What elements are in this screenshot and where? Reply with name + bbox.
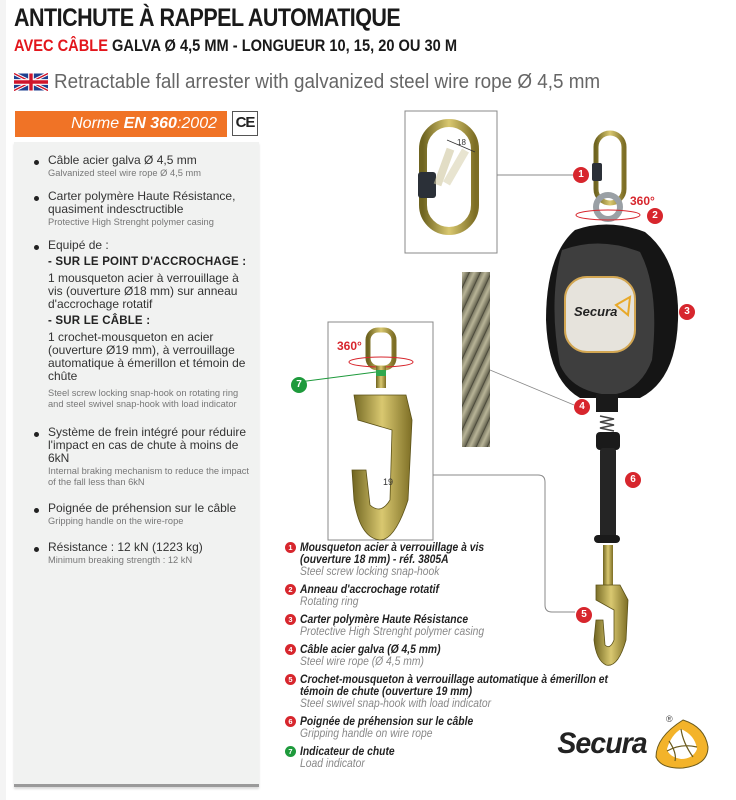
english-title: Retractable fall arrester with galvanized steel wire rope Ø 4,5 mm (54, 70, 601, 93)
ce-mark-icon: CE (232, 111, 258, 136)
legend-fr: Anneau d'accrochage rotatif (300, 582, 439, 596)
spec-en: Galvanized steel wire rope Ø 4,5 mm (48, 168, 201, 178)
spec-subheading: - SUR LE CÂBLE : (48, 315, 151, 327)
legend-en: Steel screw locking snap-hook (300, 564, 440, 578)
legend-en: Protective High Strenght polymer casing (300, 624, 485, 638)
legend-en: Rotating ring (300, 594, 359, 608)
spec-item-brake (34, 426, 251, 488)
uk-flag-icon (14, 73, 48, 91)
spec-subheading: - SUR LE POINT D'ACCROCHAGE : (48, 256, 247, 268)
legend-item-1 (285, 541, 645, 578)
legend-fr: Crochet-mousqueton à verrouillage automatique à émerillon et (300, 672, 608, 686)
subtitle-rest: GALVA Ø 4,5 MM - LONGUEUR 10, 15, 20 OU 30 M (107, 36, 458, 55)
legend-fr: Câble acier galva (Ø 4,5 mm) (300, 642, 441, 656)
device-logo-text: Secura (574, 304, 618, 319)
norme-banner (15, 111, 227, 137)
carabiner-opening-label: 18 (457, 138, 466, 147)
spec-subtext: 1 crochet-mousqueton en acier (ouverture Ø19 mm), à verrouillage automatique à émerillon et témoin de chûte (48, 330, 246, 383)
legend-en: Gripping handle on wire rope (300, 726, 433, 740)
subtitle-highlight: AVEC CÂBLE (14, 36, 108, 55)
legend-fr: Mousqueton acier à verrouillage à vis (300, 540, 485, 554)
rotating-ring (596, 195, 620, 219)
spec-en: Steel screw locking snap-hook on rotating ring and steel swivel snap-hook with load indicator (48, 388, 239, 409)
legend-number-badge: 2 (285, 584, 296, 595)
legend-item-5 (285, 673, 645, 710)
norme-prefix: Norme (71, 115, 124, 132)
spec-item-cable (34, 154, 251, 179)
legend-fr: Poignée de préhension sur le câble (300, 714, 474, 728)
legend-fr-cont: témoin de chute (ouverture 19 mm) (300, 684, 473, 698)
legend-number-badge: 5 (285, 674, 296, 685)
spec-item-equipment (34, 239, 251, 410)
spring (600, 416, 614, 431)
legend-fr-cont: (ouverture 18 mm) - réf. 3805A (300, 552, 449, 566)
brand-name: Secura (557, 727, 647, 760)
retractable-device (546, 224, 678, 412)
legend-fr: Carter polymère Haute Résistance (300, 612, 469, 626)
callout-badge-6: 6 (625, 472, 641, 488)
wire-rope-sample (462, 272, 490, 447)
norme-standard: EN 360 (123, 115, 177, 132)
spec-en: Minimum breaking strength : 12 kN (48, 555, 193, 565)
callout-badge-7: 7 (291, 377, 307, 393)
handle-cap (596, 432, 620, 450)
spec-en: Protective High Strenght polymer casing (48, 217, 214, 227)
callout-badge-2: 2 (647, 208, 663, 224)
spec-panel (14, 142, 259, 787)
english-title-line (14, 70, 648, 94)
legend-number-badge: 1 (285, 542, 296, 553)
snaphook-inset (328, 322, 433, 540)
registered-mark: ® (666, 714, 673, 724)
page-title: ANTICHUTE À RAPPEL AUTOMATIQUE (14, 4, 401, 32)
secura-triangle-logo-icon (653, 717, 711, 771)
spec-item-casing (34, 190, 251, 228)
spec-item-resistance (34, 541, 251, 566)
spec-fr: Résistance : 12 kN (1223 kg) (48, 540, 203, 554)
spec-fr: Système de frein intégré pour réduire l'impact en cas de chute à moins de 6kN (48, 425, 247, 465)
legend-en: Steel wire rope (Ø 4,5 mm) (300, 654, 424, 668)
norme-year: :2002 (176, 115, 217, 132)
spec-list (14, 142, 259, 566)
spec-fr: Carter polymère Haute Résistance, quasiment indesctructible (48, 189, 236, 216)
legend-number-badge: 3 (285, 614, 296, 625)
spec-item-handle (34, 502, 251, 527)
snaphook-opening-label: 19 (383, 477, 394, 487)
legend-item-4 (285, 643, 645, 668)
legend-item-3 (285, 613, 645, 638)
page-subtitle (14, 36, 457, 56)
rotation-label-top: 360° (630, 194, 655, 208)
legend-en: Load indicator (300, 756, 365, 770)
page-edge (0, 0, 6, 800)
callout-badge-1: 1 (573, 167, 589, 183)
spec-en: Internal braking mechanism to reduce the impact of the fall less than 6kN (48, 466, 250, 487)
callout-badge-3: 3 (679, 304, 695, 320)
gripping-handle (600, 448, 616, 538)
spec-subtext: 1 mousqueton acier à verrouillage à vis (ouverture Ø18 mm) sur anneau d'accrochage rotatif (48, 271, 239, 311)
legend-item-2 (285, 583, 645, 608)
legend-number-badge: 7 (285, 746, 296, 757)
spec-fr: Poignée de préhension sur le câble (48, 501, 237, 515)
spec-fr: Equipé de : (48, 238, 109, 252)
callout-badge-5: 5 (576, 607, 592, 623)
brand-logo (555, 714, 711, 771)
callout-badge-4: 4 (574, 399, 590, 415)
spec-en: Gripping handle on the wire-rope (48, 516, 184, 526)
legend-en: Steel swivel snap-hook with load indicator (300, 696, 492, 710)
legend-number-badge: 4 (285, 644, 296, 655)
legend-number-badge: 6 (285, 716, 296, 727)
spec-fr: Câble acier galva Ø 4,5 mm (48, 153, 197, 167)
rotation-label-swivel: 360° (337, 339, 362, 353)
carabiner-inset (405, 111, 573, 253)
legend-fr: Indicateur de chute (300, 744, 395, 758)
